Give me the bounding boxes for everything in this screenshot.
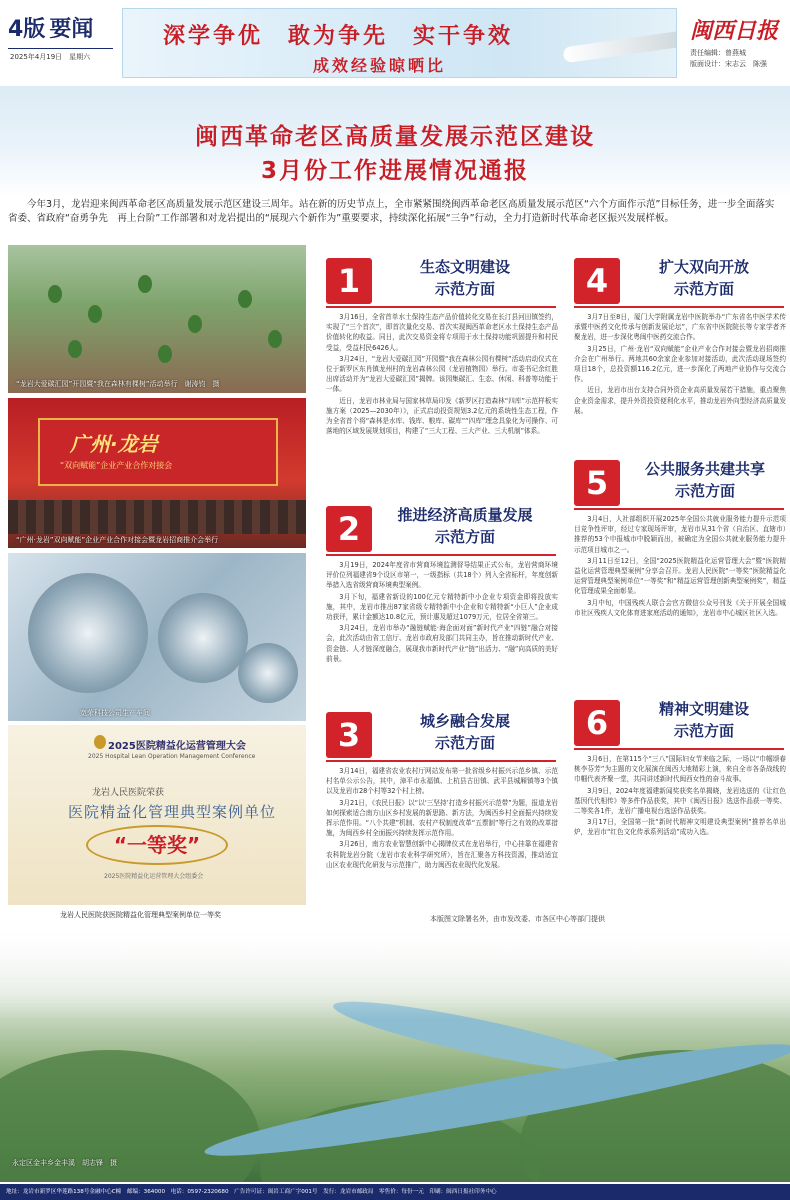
editor-name: 责任编辑：曾燕城 — [690, 49, 746, 57]
banner-subtitle: 成效经验晾晒比 — [313, 56, 447, 75]
editor-credits — [690, 48, 767, 70]
factory-workshop-photo — [8, 553, 306, 721]
section4-title: 扩大双向开放 示范方面 — [658, 258, 749, 298]
award-certificate-photo — [8, 725, 306, 905]
screen-title: 广州·龙岩 — [70, 432, 158, 456]
medal-icon — [94, 735, 106, 749]
headline-block — [0, 86, 790, 198]
section5-rule — [574, 508, 784, 510]
section5-number: 5 — [574, 460, 620, 506]
section1-rule — [326, 306, 556, 308]
train-image — [562, 31, 677, 64]
photo1-caption: “龙岩大爱碳汇园”开园暨“我在森林有棵树”活动举行 谢涛钧 摄 — [16, 380, 220, 388]
section6-body: 3月6日，在第115个“三八”国际妇女节来临之际，一场以“巾帼颂春 桃李芬芳”为主题的文化展演在闽西大地精彩上演，来自全市各条战线的巾帼代表齐聚一堂，共同讲述新时代闽西女性的奋斗故事。 3月9日，2024年度福建新闻奖获奖名单揭晓，龙岩选送的《让红色基因代代相传》等多件作品获奖，其中《闽西日报》选送作品获一等奖、二等奖各1件，龙岩广播电视台选送作品获奖。 3月17日，全国第一批“新时代精神文明建设典型案例”推荐名单出炉，龙岩市“红色文化传承系列活动”成功入选。 — [574, 755, 786, 837]
designer-name: 版面设计：宋志云 陈强 — [690, 60, 767, 68]
section6-number: 6 — [574, 700, 620, 746]
section5-body: 3月4日，人社部组织开展2025年全国公共就业服务能力提升示范项目竞争性评审，经过专家现场评审，龙岩市从31个省（自治区、直辖市）推荐的53个申报城市中脱颖而出，被确定为全国公共就业服务能力提升示范项目城市之一。 3月11日至12日，全国“2025医院精益化运营管理大会”暨“医院精益化运营管理典型案例”分享会召开。龙岩人民医院“一等奖”医院精益化运营管理典型案例单位“一等奖”和“精益运营管理创新典型案例奖”，精益化管理成果全面彰显。 3月中旬，中国残疾人联合会官方微信公众号刊发《关于开展全国城市社区残疾人文化体育进家庭活动的通知》，龙岩市中心城区社区入选。 — [574, 515, 786, 617]
photo2-caption: “广州·龙岩”双向赋能”企业产业合作对接会暨龙岩招商推介会举行 — [16, 536, 219, 544]
issue-date: 2025年4月19日 星期六 — [10, 53, 91, 61]
section4-rule — [574, 306, 784, 308]
section1-number: 1 — [326, 258, 372, 304]
headline-line2: 3月份工作进展情况通报 — [260, 158, 529, 184]
header-rule — [8, 48, 113, 49]
section5-title: 公共服务共建共享 示范方面 — [644, 460, 765, 500]
river-landscape-photo — [0, 930, 790, 1182]
section2-body: 3月19日，2024年度省市营商环境监测督导结果正式公布，龙岩营商环境评价位列福建省9个设区市第一，一级指标（共18个）列入全省标杆，年度创新举措入选省级营商环境典型案例。 3月下旬，福建省新设的100亿元专精特新中小企业专项资金即将投放实施，其中，龙岩市推出87家省级专精特新中小企业和专精特新“小巨人”企业成功获评，累计金额达10.8亿元，预计惠及超过1079万元，位居全省第三。 3月24日，龙岩市举办“融链赋能·海企面对面”新时代产业“四链”融合对接会，此次活动由省工信厅、龙岩市政府及部门共同主办，旨在推动新时代产业、资金链、人才链深度融合，展现我市新时代产业“链”出活力、“融”向高质的美好前景。 — [326, 561, 558, 663]
section2-rule — [326, 554, 556, 556]
conference-name-en: 2025 Hospital Lean Operation Management Conference — [88, 753, 256, 760]
intro-paragraph: 今年3月，龙岩迎来闽西革命老区高质量发展示范区建设三周年。站在新的历史节点上，全市紧紧围绕闽西革命老区高质量发展示范区“六个方面作示范”目标任务，进一步全面落实省委、省政府“奋勇争先 再上台阶”工作部署和对龙岩提出的“展现六个新作为”重要要求，持续深化拓展“三争”行动，全力打造新时代革命老区振兴发展样板。 — [8, 199, 775, 224]
photo4-caption: 龙岩人民医院获医院精益化管理典型案例单位一等奖 — [60, 911, 221, 919]
conference-name: 2025医院精益化运营管理大会 — [108, 741, 246, 752]
headline-line1: 闽西革命老区高质量发展示范区建设 — [195, 124, 595, 150]
newspaper-masthead: 闽西日报 — [690, 19, 779, 44]
award-level: “一等奖” — [86, 825, 228, 865]
mist — [0, 930, 790, 1020]
section3-title: 城乡融合发展 示范方面 — [419, 712, 510, 752]
page-header — [0, 0, 790, 86]
source-note: 本版图文除署名外，由市发改委、市各区中心等部门提供 — [430, 915, 605, 923]
section3-rule — [326, 760, 556, 762]
screen-subtitle: “双向赋能”企业产业合作对接会 — [60, 461, 173, 470]
award-category: 医院精益化管理典型案例单位 — [68, 803, 277, 821]
section4-body: 3月7日至8日，厦门大学附属龙岩中医院举办“广东省名中医学术传承暨中医药文化传承与创新发展论坛”，广东省中医院院长等专家学者齐聚龙岩，进一步深化粤闽中医药交流合作。 3月25日，广州·龙岩“双向赋能”企业产业合作对接会暨龙岩招商推介会在广州举行。两地共60余家企业参加对接活动，此次活动现场签约项目18个，总投资额116.2亿元，进一步深化了两地产业协作与交流合作。 近日，龙岩市出台支持合同外资企业高质量发展若干措施，重点聚焦企业资金需求，提升外资投资便利化水平，推动龙岩外向型经济高质量发展。 — [574, 313, 786, 415]
section1-body: 3月16日，全省首单水土保持生态产品价值转化交易在长汀县河田镇签约，实现了“三个首次”，即首次量化交易、首次实现闽西革命老区水土保持生态产品价值转化的收益。同日，此次交易资金将专项用于水土保持功能巩固提升和村民受益，受益村民6426人。 3月24日，“龙岩大爱碳汇园”开园暨“我在森林公园有棵树”活动启动仪式在位于新罗区东肖镇龙州村的龙岩森林公园（龙岩植物园）举行。市委书记余红胜出席活动并为“龙岩大爱碳汇园”揭牌。该园集碳汇、生态、休闲、科普等功能于一体。 近日，龙岩市林业局与国家林草局印发《新罗区打造森林“四库”示范样板实施方案（2025—2030年）》，正式启动投资规划3.2亿元的系统性生态工程，作为全省首个将“森林是水库、钱库、粮库、碳库”“四库”理念具象化为可操作、可落地的区域发展规划项目，构建了“三大工程、三大产业、三大机制”体系。 — [326, 313, 558, 436]
section6-title: 精神文明建设 示范方面 — [658, 700, 749, 740]
section6-rule — [574, 748, 784, 750]
section2-title: 推进经济高质量发展 示范方面 — [397, 506, 533, 546]
award-issuer: 2025医院精益化运营管理大会组委会 — [104, 873, 204, 880]
section1-title: 生态文明建设 示范方面 — [419, 258, 510, 298]
investment-conference-photo — [8, 398, 306, 548]
banner-slogan: 深学争优 敢为争先 实干争效 — [163, 24, 514, 49]
page-number: 4版 要闻 — [8, 17, 94, 42]
section2-number: 2 — [326, 506, 372, 552]
audience — [8, 500, 306, 534]
forest-park-photo — [8, 245, 306, 393]
landscape-caption: 永定区金丰乡金丰溪 胡志锋 摄 — [12, 1159, 117, 1167]
slogan-banner — [122, 8, 677, 78]
section4-number: 4 — [574, 258, 620, 304]
section3-body: 3月14日，福建省农业农村厅网站发布第一批省级乡村振兴示范乡镇、示范村名单公示公告，其中，漳平市永福镇、上杭县古田镇、武平县城厢镇等3个镇以及龙岩市28个村等32个村上榜。 3月21日，《农民日报》以“以‘三坚持’打造乡村振兴示范带”为题，报道龙岩如何探索适合南方山区乡村发展的新思路、新方法，为闽西乡村全面振兴持续发挥示范作用。“八个共建”机制、农村产权制度改革“五票制”等行之有效的改革措施，为闽西乡村全面振兴持续发挥示范作用。 3月26日，南方农业智慧创新中心揭牌仪式在龙岩举行，中心挂靠在福建省农科院龙岩分院（龙岩市农业科学研究所），旨在汇聚各方科技资源，推动适宜山区农业现代化研发与示范推广，助力闽西农业现代化发展。 — [326, 767, 558, 869]
photo3-caption: 宽荣科技公司生产车间 — [80, 709, 150, 717]
hospital-name: 龙岩人民医院荣获 — [92, 788, 165, 798]
section-name: 要闻 — [49, 17, 94, 42]
page-footer: 地址：龙岩市新罗区华莲路138号金融中心C幢 邮编：364000 电话：0597-2320680 广告许可证：闽岩工商广字001号 发行：龙岩市邮政局 零售价：每份一元 印刷：闽西日报社印务中心 — [0, 1184, 790, 1200]
conference-screen — [38, 418, 278, 486]
section3-number: 3 — [326, 712, 372, 758]
